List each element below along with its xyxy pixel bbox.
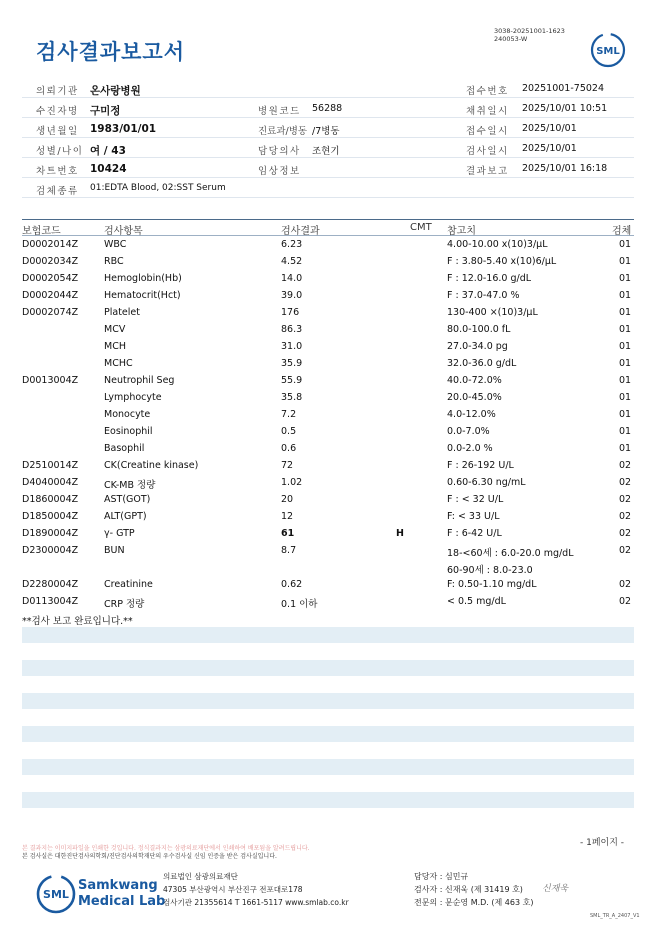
report-title: 검사결과보고서 xyxy=(36,40,186,64)
table-row xyxy=(22,610,634,627)
patient-info-block xyxy=(22,78,634,198)
org-contact: 검사기관 21355614 T 1661-5117 www.smlab.co.kr xyxy=(163,898,349,907)
sex-age-value: 여 / 43 xyxy=(90,145,126,157)
result-cell: 72 xyxy=(281,459,294,471)
specimen-cell: 01 xyxy=(619,238,632,250)
table-row xyxy=(22,321,634,338)
chart-label: 차트번호 xyxy=(36,166,79,177)
specimen-cell: 01 xyxy=(619,272,632,284)
result-cell: 31.0 xyxy=(281,340,303,352)
result-cell: 0.62 xyxy=(281,578,303,590)
insurance-code-cell: D0002074Z xyxy=(22,306,79,318)
accreditation-notice: 본 검사실은 대한진단검사의학회/진단검사의학재단의 우수검사실 신임 인증을 받은 검사실입니다. xyxy=(22,853,277,860)
test-item-cell: Monocyte xyxy=(104,408,151,420)
reference-cell: F : < 32 U/L xyxy=(447,493,504,505)
test-item-cell: Basophil xyxy=(104,442,145,454)
result-cell: 4.52 xyxy=(281,255,303,267)
test-item-cell: ALT(GPT) xyxy=(104,510,147,522)
col-header-specimen: 검체 xyxy=(612,226,632,237)
reference-cell: F: 0.50-1.10 mg/dL xyxy=(447,578,537,590)
table-row xyxy=(22,525,634,542)
test-item-cell: AST(GOT) xyxy=(104,493,151,505)
empty-row xyxy=(22,627,634,643)
table-row xyxy=(22,236,634,253)
table-row xyxy=(22,576,634,593)
result-cell: 8.7 xyxy=(281,544,297,556)
reference-cell: 80.0-100.0 fL xyxy=(447,323,511,335)
receipt-date-value: 2025/10/01 xyxy=(522,123,577,134)
hospital-code-label: 병원코드 xyxy=(258,106,301,117)
report-value: 2025/10/01 16:18 xyxy=(522,163,608,174)
insurance-code-cell: D1890004Z xyxy=(22,527,79,539)
chart-value: 10424 xyxy=(90,163,127,175)
insurance-code-cell: D2280004Z xyxy=(22,578,79,590)
table-row xyxy=(22,440,634,457)
collect-value: 2025/10/01 10:51 xyxy=(522,103,608,114)
reference-cell: F: < 33 U/L xyxy=(447,510,500,522)
result-cell: 176 xyxy=(281,306,300,318)
dob-label: 생년월일 xyxy=(36,126,79,137)
receipt-no-value: 20251001-75024 xyxy=(522,83,605,94)
signature: 신재욱 xyxy=(542,884,569,894)
test-item-cell: MCV xyxy=(104,323,126,335)
specimen-cell: 02 xyxy=(619,510,632,522)
specimen-value: 01:EDTA Blood, 02:SST Serum xyxy=(90,183,226,193)
insurance-code-cell: D4040004Z xyxy=(22,476,79,488)
specimen-cell: 01 xyxy=(619,374,632,386)
collect-label: 채취일시 xyxy=(466,106,509,117)
result-cell: 35.9 xyxy=(281,357,303,369)
test-item-cell: Platelet xyxy=(104,306,140,318)
info-row xyxy=(22,138,634,158)
table-row xyxy=(22,406,634,423)
empty-row xyxy=(22,759,634,775)
result-cell: 14.0 xyxy=(281,272,303,284)
clinical-label: 임상정보 xyxy=(258,166,301,177)
test-item-cell: MCHC xyxy=(104,357,133,369)
insurance-code-cell: D0013004Z xyxy=(22,374,79,386)
specimen-cell: 01 xyxy=(619,425,632,437)
reference-cell: 40.0-72.0% xyxy=(447,374,502,386)
result-cell: 0.1 이하 xyxy=(281,598,318,610)
organization-info xyxy=(163,870,349,909)
table-row xyxy=(22,491,634,508)
test-item-cell: Neutrophil Seg xyxy=(104,374,175,386)
info-row xyxy=(22,158,634,178)
specimen-cell: 02 xyxy=(619,459,632,471)
result-cell: 39.0 xyxy=(281,289,303,301)
document-id-line2: 240053-W xyxy=(494,35,528,43)
specimen-cell: 01 xyxy=(619,442,632,454)
insurance-code-cell: D0002044Z xyxy=(22,289,79,301)
result-cell: 0.5 xyxy=(281,425,297,437)
test-item-cell: WBC xyxy=(104,238,127,250)
reference-cell: F : 37.0-47.0 % xyxy=(447,289,520,301)
col-header-item: 검사항목 xyxy=(104,226,143,237)
org-name: 의료법인 삼광의료재단 xyxy=(163,872,238,881)
test-item-cell: Lymphocyte xyxy=(104,391,162,403)
test-item-cell: Hemoglobin(Hb) xyxy=(104,272,182,284)
svg-text:SML: SML xyxy=(596,46,620,57)
result-cell: 61 xyxy=(281,527,295,539)
empty-row xyxy=(22,660,634,676)
empty-row xyxy=(22,792,634,808)
specimen-cell: 02 xyxy=(619,595,632,607)
result-cell: 7.2 xyxy=(281,408,297,420)
insurance-code-cell: D0113004Z xyxy=(22,595,79,607)
reference-cell: F : 6-42 U/L xyxy=(447,527,502,539)
table-row xyxy=(22,508,634,525)
specimen-cell: 01 xyxy=(619,340,632,352)
test-item-cell: RBC xyxy=(104,255,124,267)
patient-value: 구미정 xyxy=(90,105,121,117)
table-row xyxy=(22,559,634,576)
doctor-label: 담당의사 xyxy=(258,146,301,157)
table-row xyxy=(22,474,634,491)
specimen-cell: 02 xyxy=(619,493,632,505)
result-cell: 86.3 xyxy=(281,323,303,335)
cmt-flag-cell: H xyxy=(396,527,404,539)
table-row xyxy=(22,253,634,270)
staff-tester: 검사자 : 신재욱 (제 31419 호) xyxy=(414,885,523,894)
patient-label: 수진자명 xyxy=(36,106,79,117)
info-row xyxy=(22,118,634,138)
table-row xyxy=(22,270,634,287)
table-row xyxy=(22,355,634,372)
specimen-cell: 01 xyxy=(619,289,632,301)
specimen-cell: 02 xyxy=(619,476,632,488)
specimen-cell: 01 xyxy=(619,306,632,318)
sex-age-label: 성별/나이 xyxy=(36,146,84,157)
specimen-cell: 01 xyxy=(619,391,632,403)
specimen-cell: 01 xyxy=(619,323,632,335)
result-cell: 55.9 xyxy=(281,374,303,386)
sml-logo-icon xyxy=(590,32,626,68)
brand-name xyxy=(78,878,165,910)
reference-cell: 0.0-7.0% xyxy=(447,425,490,437)
doctor-value: 조현기 xyxy=(312,146,340,157)
reference-cell: < 0.5 mg/dL xyxy=(447,595,506,607)
sml-footer-logo-icon xyxy=(35,873,77,915)
reference-cell: 32.0-36.0 g/dL xyxy=(447,357,517,369)
col-header-result: 검사결과 xyxy=(281,226,320,237)
insurance-code-cell: D1860004Z xyxy=(22,493,79,505)
empty-row xyxy=(22,726,634,742)
table-row xyxy=(22,287,634,304)
info-row xyxy=(22,78,634,98)
reference-cell: 18-<60세 : 6.0-20.0 mg/dL xyxy=(447,547,574,559)
col-header-code: 보험코드 xyxy=(22,226,61,237)
col-header-cmt: CMT xyxy=(410,222,432,233)
reference-cell: 0.60-6.30 ng/mL xyxy=(447,476,526,488)
test-item-cell: Hematocrit(Hct) xyxy=(104,289,181,301)
dept-value: /7병동 xyxy=(312,126,340,137)
document-id xyxy=(494,27,565,43)
reference-cell: 4.0-12.0% xyxy=(447,408,496,420)
insurance-code-cell: D2300004Z xyxy=(22,544,79,556)
col-header-reference: 참고치 xyxy=(447,226,476,237)
empty-row xyxy=(22,693,634,709)
result-cell: 0.6 xyxy=(281,442,297,454)
specimen-cell: 01 xyxy=(619,255,632,267)
results-table xyxy=(22,219,634,627)
report-label: 결과보고 xyxy=(466,166,509,177)
insurance-code-cell: D0002054Z xyxy=(22,272,79,284)
table-row xyxy=(22,389,634,406)
table-row xyxy=(22,593,634,610)
specimen-cell: 02 xyxy=(619,527,632,539)
test-item-cell: γ- GTP xyxy=(104,527,135,539)
brand-line2: Medical Lab xyxy=(78,894,166,909)
staff-specialist: 전문의 : 문순영 M.D. (제 463 호) xyxy=(414,898,534,907)
test-item-cell: BUN xyxy=(104,544,125,556)
result-cell: 12 xyxy=(281,510,294,522)
staff-manager: 담당자 : 심민규 xyxy=(414,872,469,881)
specimen-label: 검체종류 xyxy=(36,186,79,197)
insurance-code-cell: D2510014Z xyxy=(22,459,79,471)
test-item-cell: CK(Creatine kinase) xyxy=(104,459,199,471)
institution-value: 온사랑병원 xyxy=(90,85,141,97)
table-row xyxy=(22,457,634,474)
insurance-code-cell: D0002014Z xyxy=(22,238,79,250)
test-item-cell: CK-MB 정량 xyxy=(104,479,156,491)
result-cell: 35.8 xyxy=(281,391,303,403)
page-number: - 1페이지 - xyxy=(580,838,625,848)
test-item-cell: MCH xyxy=(104,340,126,352)
test-date-value: 2025/10/01 xyxy=(522,143,577,154)
table-header xyxy=(22,219,634,236)
test-item-cell: Eosinophil xyxy=(104,425,153,437)
brand-line1: Samkwang xyxy=(78,878,158,893)
info-row xyxy=(22,178,634,198)
table-body xyxy=(22,236,634,627)
reference-cell: 60-90세 : 8.0-23.0 xyxy=(447,564,533,576)
org-address: 47305 부산광역시 부산진구 전포대로178 xyxy=(163,885,303,894)
dept-label: 진료과/병동 xyxy=(258,126,308,137)
image-notice: 본 결과지는 이미지파일을 인쇄한 것입니다. 정식결과지는 삼광의료재단에서 인쇄하여 배포됨을 알려드립니다. xyxy=(22,845,310,852)
empty-rows xyxy=(22,627,634,825)
specimen-cell: 02 xyxy=(619,544,632,556)
test-item-cell: Creatinine xyxy=(104,578,153,590)
table-row xyxy=(22,372,634,389)
receipt-date-label: 접수일시 xyxy=(466,126,509,137)
reference-cell: F : 26-192 U/L xyxy=(447,459,514,471)
specimen-cell: 01 xyxy=(619,357,632,369)
table-row xyxy=(22,423,634,440)
svg-text:SML: SML xyxy=(43,888,69,901)
info-row xyxy=(22,98,634,118)
specimen-cell: 02 xyxy=(619,578,632,590)
reference-cell: F : 12.0-16.0 g/dL xyxy=(447,272,532,284)
dob-value: 1983/01/01 xyxy=(90,123,157,135)
reference-cell: F : 3.80-5.40 x(10)6/μL xyxy=(447,255,557,267)
form-code: SML_TR_A_2407_V1 xyxy=(590,913,640,919)
reference-cell: 27.0-34.0 pg xyxy=(447,340,508,352)
reference-cell: 0.0-2.0 % xyxy=(447,442,493,454)
hospital-code-value: 56288 xyxy=(312,103,343,114)
institution-label: 의뢰기관 xyxy=(36,86,79,97)
receipt-no-label: 접수번호 xyxy=(466,86,509,97)
insurance-code-cell: **검사 보고 완료입니다.** xyxy=(22,615,133,627)
reference-cell: 4.00-10.00 x(10)3/μL xyxy=(447,238,548,250)
table-row xyxy=(22,542,634,559)
insurance-code-cell: D1850004Z xyxy=(22,510,79,522)
result-cell: 20 xyxy=(281,493,294,505)
reference-cell: 20.0-45.0% xyxy=(447,391,502,403)
insurance-code-cell: D0002034Z xyxy=(22,255,79,267)
test-date-label: 검사일시 xyxy=(466,146,509,157)
specimen-cell: 01 xyxy=(619,408,632,420)
result-cell: 6.23 xyxy=(281,238,303,250)
result-cell: 1.02 xyxy=(281,476,303,488)
reference-cell: 130-400 ×(10)3/μL xyxy=(447,306,538,318)
test-item-cell: CRP 정량 xyxy=(104,598,145,610)
document-id-line1: 3038-20251001-1623 xyxy=(494,27,565,35)
table-row xyxy=(22,338,634,355)
staff-info xyxy=(414,870,533,909)
table-row xyxy=(22,304,634,321)
